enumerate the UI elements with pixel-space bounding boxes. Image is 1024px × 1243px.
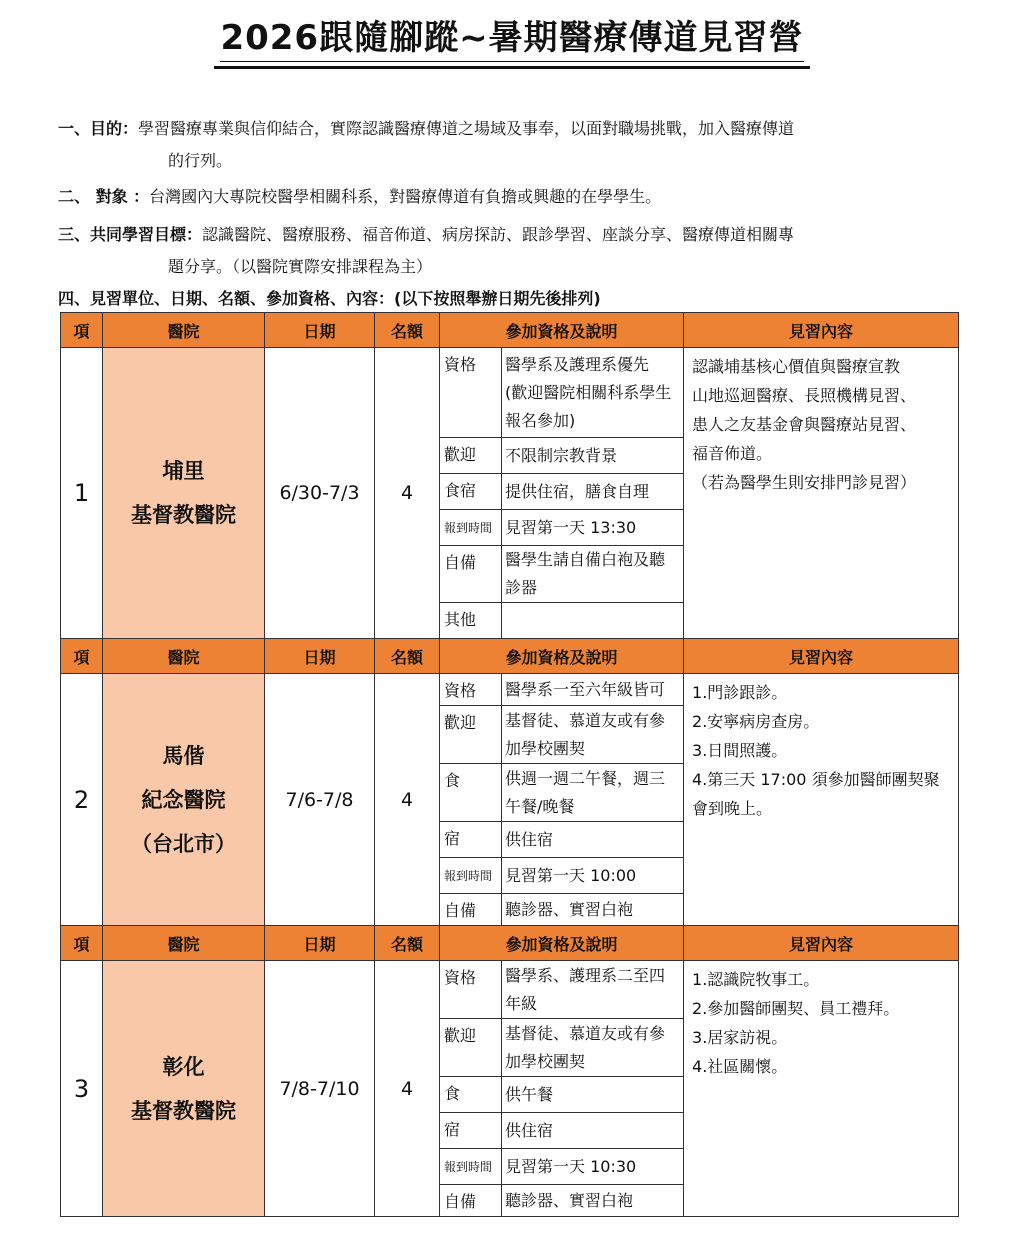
hospital-name bbox=[103, 961, 265, 1217]
requirement-value bbox=[502, 822, 684, 858]
content-line: 1.認識院牧事工。 bbox=[692, 970, 820, 989]
content-lines bbox=[692, 965, 952, 1081]
header-cell: 名額 bbox=[375, 313, 440, 348]
header-cell: 日期 bbox=[265, 926, 375, 961]
table-header-row bbox=[61, 639, 959, 674]
section-label: 四、見習單位、日期、名額、參加資格、內容： bbox=[58, 289, 395, 308]
hospital-line: 埔里 bbox=[162, 459, 205, 483]
entry-number: 3 bbox=[61, 961, 103, 1217]
value-line: 午餐/晚餐 bbox=[505, 796, 575, 816]
requirement-label: 食 bbox=[440, 764, 502, 822]
entry-quota: 4 bbox=[375, 961, 440, 1217]
requirement-value bbox=[502, 348, 684, 438]
entry-date: 6/30-7/3 bbox=[265, 348, 375, 639]
content-line: 會到晚上。 bbox=[692, 799, 773, 818]
value-line: 基督徒、慕道友或有參 bbox=[505, 710, 666, 730]
section-target: 二、 對象 ：台灣國內大專院校醫學相關科系，對醫療傳道有負擔或興趣的在學學生。 bbox=[58, 187, 662, 206]
requirement-value bbox=[502, 1019, 684, 1077]
value-line: 加學校團契 bbox=[505, 1051, 586, 1071]
section-purpose: 一、目的：學習醫療專業與信仰結合，實際認識醫療傳道之場域及事奉，以面對職場挑戰，加入醫療傳道 bbox=[58, 119, 795, 138]
hospital-line: 彰化 bbox=[162, 1054, 205, 1079]
requirement-label: 宿 bbox=[440, 822, 502, 858]
value-line: 提供住宿，膳食自理 bbox=[505, 481, 650, 501]
header-cell: 項 bbox=[61, 313, 103, 348]
requirement-value bbox=[502, 510, 684, 546]
content-line: （若為醫學生則安排門診見習） bbox=[692, 473, 917, 492]
header-cell: 參加資格及說明 bbox=[440, 926, 684, 961]
hospital-line: 馬偕 bbox=[162, 743, 205, 768]
requirement-label: 報到時間 bbox=[440, 510, 502, 546]
requirement-label: 食 bbox=[440, 1077, 502, 1113]
table-row bbox=[61, 348, 959, 438]
value-line: 醫學生請自備白袍及聽 bbox=[505, 550, 666, 569]
value-line: 聽診器、實習白袍 bbox=[505, 1190, 634, 1210]
header-cell: 參加資格及說明 bbox=[440, 313, 684, 348]
header-cell: 見習內容 bbox=[684, 926, 959, 961]
value-line: 供住宿 bbox=[505, 829, 554, 849]
requirement-value bbox=[502, 1185, 684, 1217]
value-line: 不限制宗教背景 bbox=[505, 445, 618, 465]
header-cell: 見習內容 bbox=[684, 639, 959, 674]
requirement-value bbox=[502, 764, 684, 822]
value-line: 年級 bbox=[505, 993, 538, 1013]
value-line: 醫學系一至六年級皆可 bbox=[505, 679, 666, 699]
header-cell: 醫院 bbox=[103, 313, 265, 348]
hospital-name bbox=[103, 348, 265, 639]
hospital-line: 基督教醫院 bbox=[131, 1098, 236, 1123]
requirement-label: 自備 bbox=[440, 546, 502, 603]
training-content bbox=[684, 348, 959, 639]
header-cell: 日期 bbox=[265, 639, 375, 674]
section-label: 一、目的： bbox=[58, 119, 139, 138]
requirement-label: 其他 bbox=[440, 603, 502, 639]
requirement-label: 自備 bbox=[440, 894, 502, 926]
requirement-label: 食宿 bbox=[440, 474, 502, 510]
hospital-line: 紀念醫院 bbox=[141, 787, 226, 812]
content-line: 3.居家訪視。 bbox=[692, 1028, 788, 1047]
entry-number: 2 bbox=[61, 674, 103, 926]
value-line: 報名參加) bbox=[505, 410, 576, 430]
content-line: 1.門診跟診。 bbox=[692, 683, 788, 702]
content-lines bbox=[692, 352, 952, 497]
requirement-label: 資格 bbox=[440, 348, 502, 438]
requirement-value bbox=[502, 438, 684, 474]
requirement-value bbox=[502, 546, 684, 603]
value-line: 加學校團契 bbox=[505, 738, 586, 758]
value-line: 見習第一天 10:00 bbox=[505, 865, 637, 885]
requirement-value bbox=[502, 894, 684, 926]
header-cell: 醫院 bbox=[103, 639, 265, 674]
requirement-label: 報到時間 bbox=[440, 858, 502, 894]
requirement-label: 歡迎 bbox=[440, 438, 502, 474]
requirement-value bbox=[502, 961, 684, 1019]
value-line: 醫學系、護理系二至四 bbox=[505, 965, 666, 985]
section-label: 二、 對象 ： bbox=[58, 187, 150, 206]
header-cell: 參加資格及說明 bbox=[440, 639, 684, 674]
training-content bbox=[684, 674, 959, 926]
header-cell: 名額 bbox=[375, 926, 440, 961]
entry-quota: 4 bbox=[375, 674, 440, 926]
requirement-label: 資格 bbox=[440, 961, 502, 1019]
requirement-label: 歡迎 bbox=[440, 1019, 502, 1077]
requirement-label: 自備 bbox=[440, 1185, 502, 1217]
table-row bbox=[61, 961, 959, 1019]
hospital-name bbox=[103, 674, 265, 926]
hospital-line: （台北市） bbox=[131, 831, 236, 856]
requirement-value bbox=[502, 858, 684, 894]
requirement-value bbox=[502, 603, 684, 639]
content-line: 山地巡迴醫療、長照機構見習、 bbox=[692, 386, 917, 405]
content-line: 2.參加醫師團契、員工禮拜。 bbox=[692, 999, 900, 1018]
value-line: 供週一週二午餐，週三 bbox=[505, 768, 666, 788]
requirement-label: 報到時間 bbox=[440, 1149, 502, 1185]
header-cell: 名額 bbox=[375, 639, 440, 674]
value-line: (歡迎醫院相關科系學生 bbox=[505, 382, 672, 402]
entry-date: 7/6-7/8 bbox=[265, 674, 375, 926]
training-content bbox=[684, 961, 959, 1217]
requirement-value bbox=[502, 674, 684, 706]
content-lines bbox=[692, 678, 952, 823]
requirement-value bbox=[502, 1077, 684, 1113]
content-line: 福音佈道。 bbox=[692, 444, 773, 463]
section-purpose-cont: 的行列。 bbox=[168, 151, 233, 170]
content-line: 4.社區關懷。 bbox=[692, 1057, 788, 1076]
header-cell: 項 bbox=[61, 926, 103, 961]
requirement-value bbox=[502, 1149, 684, 1185]
content-line: 4.第三天 17:00 須參加醫師團契聚 bbox=[692, 770, 940, 789]
content-line: 認識埔基核心價值與醫療宣教 bbox=[692, 357, 901, 376]
entry-number: 1 bbox=[61, 348, 103, 639]
requirement-label: 歡迎 bbox=[440, 706, 502, 764]
table-row bbox=[61, 674, 959, 706]
page-title: 2026跟隨腳蹤~暑期醫療傳道見習營 bbox=[0, 10, 1024, 69]
table-header-row bbox=[61, 926, 959, 961]
value-line: 聽診器、實習白袍 bbox=[505, 899, 634, 919]
requirement-value bbox=[502, 474, 684, 510]
section-goals-cont: 題分享。（以醫院實際安排課程為主） bbox=[168, 257, 433, 276]
requirement-value bbox=[502, 1113, 684, 1149]
entry-quota: 4 bbox=[375, 348, 440, 639]
content-line: 患人之友基金會與醫療站見習、 bbox=[692, 415, 917, 434]
requirement-value bbox=[502, 706, 684, 764]
value-line: 醫學系及護理系優先 bbox=[505, 354, 650, 374]
content-line: 2.安寧病房查房。 bbox=[692, 712, 820, 731]
table-header-row bbox=[61, 313, 959, 348]
value-line: 供午餐 bbox=[505, 1084, 554, 1104]
value-line: 基督徒、慕道友或有參 bbox=[505, 1023, 666, 1043]
requirement-label: 資格 bbox=[440, 674, 502, 706]
header-cell: 日期 bbox=[265, 313, 375, 348]
header-cell: 見習內容 bbox=[684, 313, 959, 348]
requirement-label: 宿 bbox=[440, 1113, 502, 1149]
section-units: 四、見習單位、日期、名額、參加資格、內容：(以下按照舉辦日期先後排列) bbox=[58, 289, 601, 308]
value-line: 見習第一天 13:30 bbox=[505, 517, 637, 537]
entry-date: 7/8-7/10 bbox=[265, 961, 375, 1217]
section-label: 三、共同學習目標： bbox=[58, 225, 203, 244]
value-line: 見習第一天 10:30 bbox=[505, 1156, 637, 1176]
value-line: 診器 bbox=[505, 578, 538, 597]
header-cell: 醫院 bbox=[103, 926, 265, 961]
value-line: 供住宿 bbox=[505, 1120, 554, 1140]
hospital-line: 基督教醫院 bbox=[131, 503, 236, 527]
header-cell: 項 bbox=[61, 639, 103, 674]
content-line: 3.日間照護。 bbox=[692, 741, 788, 760]
section-goals: 三、共同學習目標：認識醫院、醫療服務、福音佈道、病房探訪、跟診學習、座談分享、醫療傳道相關專 bbox=[58, 225, 795, 244]
schedule-table bbox=[60, 312, 959, 1217]
